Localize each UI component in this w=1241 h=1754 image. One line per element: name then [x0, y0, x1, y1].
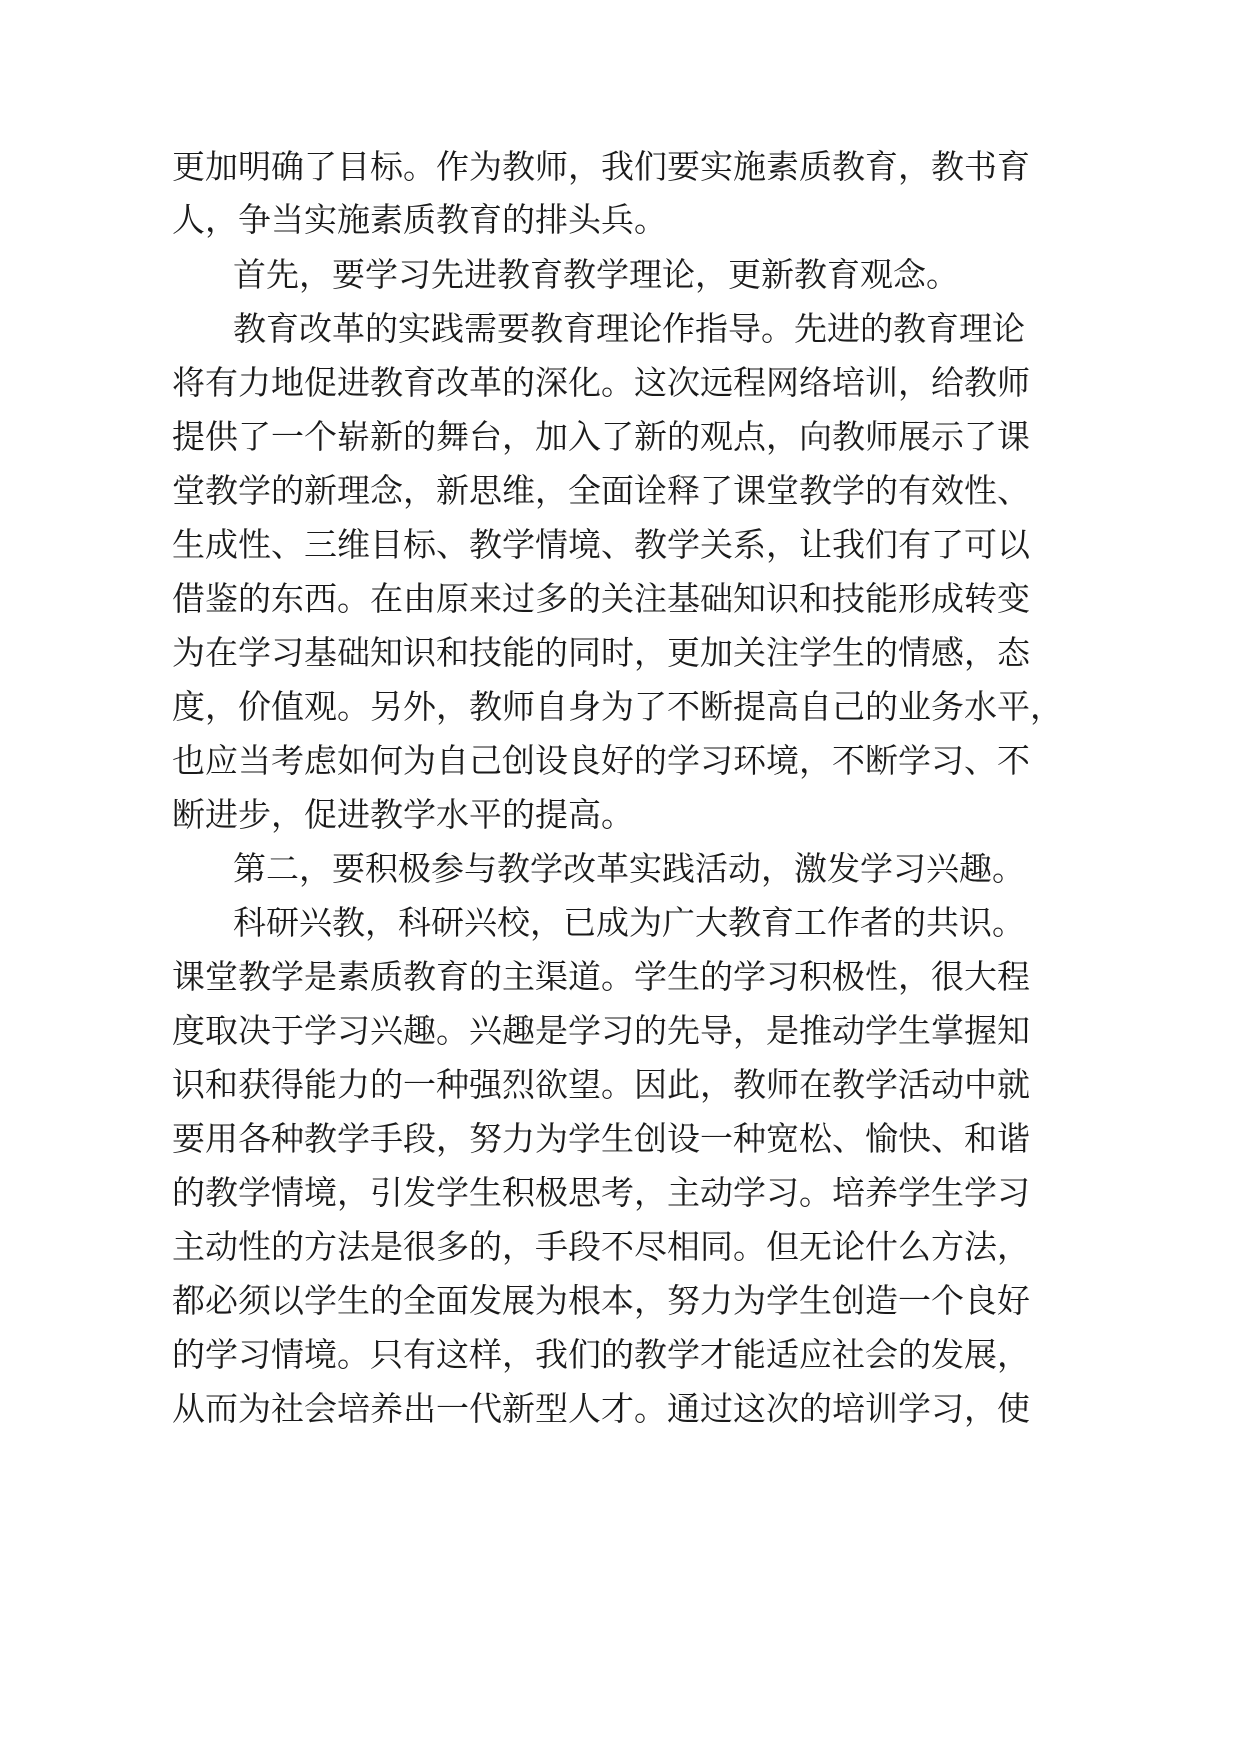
text-line-2: 人，争当实施素质教育的排头兵。 [172, 200, 667, 239]
section-heading-1: 首先，要学习先进教育教学理论，更新教育观念。 [233, 255, 959, 294]
text-line-22: 都必须以学生的全面发展为根本，努力为学生创造一个良好 [172, 1281, 1030, 1320]
text-line-11: 度，价值观。另外，教师自身为了不断提高自己的业务水平， [172, 687, 1063, 726]
section-heading-2: 第二，要积极参与教学改革实践活动，激发学习兴趣。 [233, 849, 1025, 888]
text-line-15: 科研兴教，科研兴校，已成为广大教育工作者的共识。 [233, 903, 1025, 942]
text-line-21: 主动性的方法是很多的，手段不尽相同。但无论什么方法， [172, 1227, 1030, 1266]
text-line-16: 课堂教学是素质教育的主渠道。学生的学习积极性，很大程 [172, 957, 1030, 996]
text-line-1: 更加明确了目标。作为教师，我们要实施素质教育，教书育 [172, 147, 1030, 186]
text-line-20: 的教学情境，引发学生积极思考，主动学习。培养学生学习 [172, 1173, 1030, 1212]
text-line-9: 借鉴的东西。在由原来过多的关注基础知识和技能形成转变 [172, 579, 1030, 618]
text-line-17: 度取决于学习兴趣。兴趣是学习的先导，是推动学生掌握知 [172, 1011, 1030, 1050]
text-line-23: 的学习情境。只有这样，我们的教学才能适应社会的发展， [172, 1335, 1030, 1374]
text-line-4: 教育改革的实践需要教育理论作指导。先进的教育理论 [233, 309, 1025, 348]
text-line-8: 生成性、三维目标、教学情境、教学关系，让我们有了可以 [172, 525, 1030, 564]
text-line-5: 将有力地促进教育改革的深化。这次远程网络培训，给教师 [172, 363, 1030, 402]
text-line-6: 提供了一个崭新的舞台，加入了新的观点，向教师展示了课 [172, 417, 1030, 456]
text-line-24: 从而为社会培养出一代新型人才。通过这次的培训学习，使 [172, 1389, 1030, 1428]
text-line-18: 识和获得能力的一种强烈欲望。因此，教师在教学活动中就 [172, 1065, 1030, 1104]
text-line-7: 堂教学的新理念，新思维，全面诠释了课堂教学的有效性、 [172, 471, 1030, 510]
text-line-13: 断进步，促进教学水平的提高。 [172, 795, 634, 834]
text-line-12: 也应当考虑如何为自己创设良好的学习环境，不断学习、不 [172, 741, 1030, 780]
text-line-19: 要用各种教学手段，努力为学生创设一种宽松、愉快、和谐 [172, 1119, 1030, 1158]
text-line-10: 为在学习基础知识和技能的同时，更加关注学生的情感，态 [172, 633, 1030, 672]
